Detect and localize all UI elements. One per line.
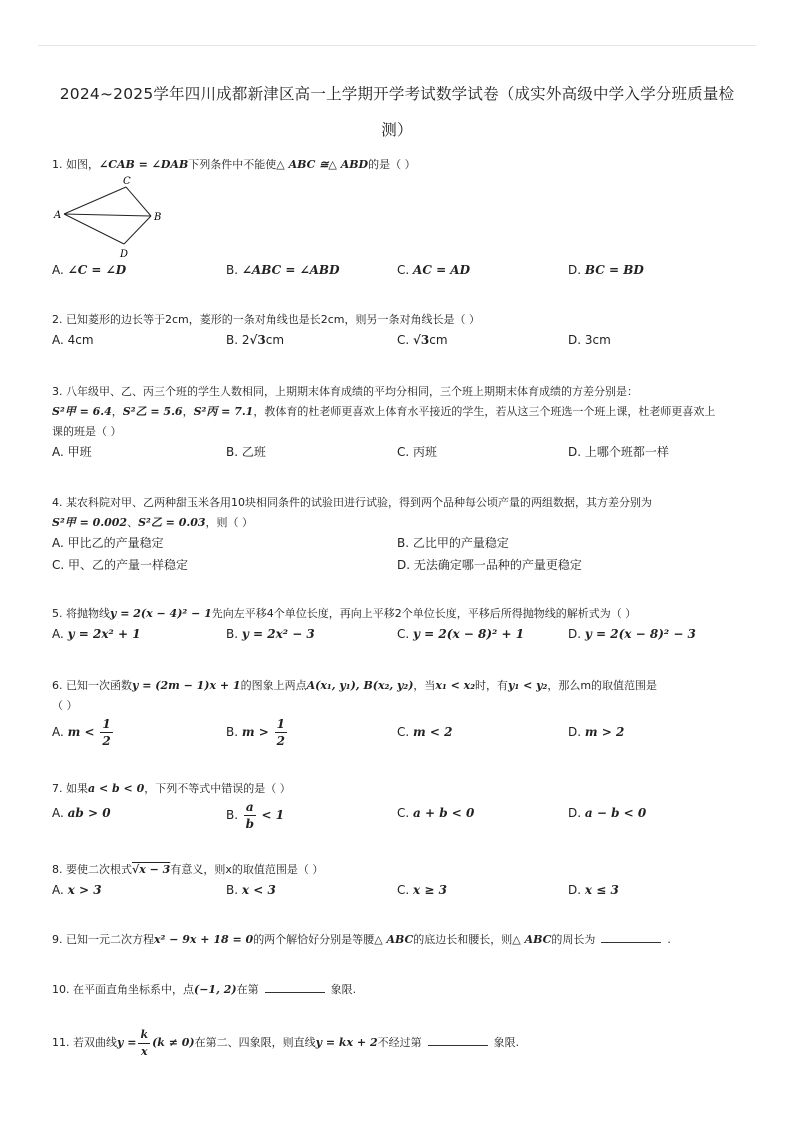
option-math: √3 (249, 333, 266, 347)
triangle-diagram (52, 176, 172, 260)
option-text: x ≤ 3 (584, 883, 619, 897)
label-A: A (54, 210, 62, 221)
q8-math: √x − 3 (132, 863, 171, 876)
q11-stem: 不经过第 (377, 1036, 422, 1049)
q3-variance: S²甲 = 6.4 (52, 405, 112, 418)
q4-option-d[interactable] (397, 555, 582, 575)
q4-stem: 4. 某农科院对甲、乙两种甜玉米各用10块相同条件的试验田进行试验，得到两个品种每公顷产量的两组数据，其方差分别为 (52, 496, 652, 509)
q1-math: ∠CAB = ∠DAB (99, 158, 189, 171)
label-B: B (154, 212, 162, 223)
option-text: x > 3 (67, 883, 102, 897)
option-text: y = 2x² + 1 (67, 627, 141, 641)
fraction-numerator: k (138, 1027, 150, 1044)
q1-option-d[interactable] (568, 260, 644, 280)
fraction (100, 716, 112, 749)
label-D: D (120, 249, 129, 260)
q11-stem: 11. 若双曲线 (52, 1036, 117, 1049)
option-text: ∠C = ∠D (67, 263, 127, 277)
q7-option-a[interactable] (52, 803, 111, 823)
segment-CB (126, 187, 151, 216)
segment-DB (124, 216, 151, 244)
q5-stem: 先向左平移4个单位长度，再向上平移2个单位长度，平移后所得抛物线的解析式为（ ） (211, 607, 637, 620)
option-letter: B. (226, 808, 239, 822)
option-text: x < 3 (241, 883, 276, 897)
option-letter: C. (397, 725, 410, 739)
option-text: 4cm (67, 333, 94, 347)
q4-option-a[interactable] (52, 533, 164, 553)
option-math: √3 (413, 333, 430, 347)
segment-AD (64, 214, 124, 244)
q8-option-b[interactable] (226, 880, 276, 900)
q6-option-c[interactable] (397, 722, 453, 742)
option-letter: C. (397, 263, 410, 277)
q5-stem: 5. 将抛物线 (52, 607, 110, 620)
q2-option-c[interactable] (397, 330, 448, 350)
q2-option-d[interactable] (568, 330, 611, 350)
q3-stem: 3. 八年级甲、乙、丙三个班的学生人数相同，上期期末体育成绩的平均分相同，三个班上期期末体育成绩的方差分别是： (52, 385, 638, 398)
option-letter: B. (226, 883, 239, 897)
option-text: x ≥ 3 (413, 883, 447, 897)
fraction-numerator: 1 (102, 717, 111, 731)
question-1 (52, 155, 752, 175)
option-text: 甲比乙的产量稳定 (67, 536, 164, 550)
q9-stem: 的两个解恰好分别是等腰 (253, 933, 375, 946)
option-math: m < (67, 725, 95, 739)
option-letter: D. (568, 445, 582, 459)
fraction-denominator: b (245, 817, 254, 831)
fraction (138, 1027, 150, 1060)
fraction (244, 799, 256, 832)
option-letter: A. (52, 333, 64, 347)
q9-math: △ ABC (374, 933, 414, 946)
option-letter: C. (52, 558, 65, 572)
question-8 (52, 860, 752, 902)
q9-math: △ ABC (512, 933, 552, 946)
option-math: < 1 (261, 808, 285, 822)
q10-math: (−1, 2) (194, 983, 237, 996)
option-text: ∠ABC = ∠ABD (241, 263, 340, 277)
option-letter: B. (226, 445, 239, 459)
q4-option-c[interactable] (52, 555, 188, 575)
q5-option-c[interactable] (397, 624, 524, 644)
q2-option-b[interactable] (226, 330, 284, 350)
option-letter: C. (397, 806, 410, 820)
q9-stem: . (667, 933, 671, 946)
segment-AC (64, 187, 126, 214)
option-letter: D. (397, 558, 411, 572)
answer-blank[interactable] (601, 930, 661, 943)
q3-option-d[interactable] (568, 442, 669, 462)
q9-math: x² − 9x + 18 = 0 (154, 933, 254, 946)
option-letter: C. (397, 627, 410, 641)
option-text: a + b < 0 (413, 806, 475, 820)
q6-option-b[interactable] (226, 716, 289, 749)
q6-math: A(x₁, y₁), B(x₂, y₂) (306, 679, 414, 692)
option-text: 上哪个班都一样 (584, 445, 669, 459)
title-line-2: 测） (381, 121, 413, 139)
option-text: 乙比甲的产量稳定 (412, 536, 509, 550)
q1-option-b[interactable] (226, 260, 339, 280)
q5-math: y = 2(x − 4)² − 1 (110, 607, 212, 620)
q1-stem-part: 的是（ ） (368, 158, 416, 171)
q7-stem: ，下列不等式中错误的是（ ） (144, 782, 291, 795)
question-3: 3. 八年级甲、乙、丙三个班的学生人数相同，上期期末体育成绩的平均分相同，三个班上期期末体育成绩的方差分别是： S²甲 = 6.4，S²乙 = 5.6，S²丙 = 7.1，教体育的杜老师更喜欢上体育水平接近的学生，若从这三个班选一个班上课，杜老师更喜欢上 课的班是（ ） A. 甲班 B. 乙班 C. 丙班 D. 上哪个班都一样 (52, 382, 752, 464)
option-letter: B. (226, 333, 239, 347)
q3-variance: S²乙 = 5.6 (122, 405, 183, 418)
option-letter: C. (397, 333, 410, 347)
question-5 (52, 604, 752, 646)
option-text: cm (429, 333, 448, 347)
q8-option-a[interactable] (52, 880, 102, 900)
option-letter: D. (568, 725, 582, 739)
q7-stem: 7. 如果 (52, 782, 88, 795)
q4-variance: S²甲 = 0.002 (52, 516, 128, 529)
title-line-1: 2024~2025学年四川成都新津区高一上学期开学考试数学试卷（成实外高级中学入学分班质量检 (59, 85, 735, 103)
q10-stem: 象限. (330, 983, 357, 996)
q4-option-b[interactable] (397, 533, 509, 553)
q4-stem: ，则（ ） (205, 516, 254, 529)
option-letter: B. (397, 536, 410, 550)
option-letter: A. (52, 725, 64, 739)
q6-stem: ，当 (413, 679, 436, 692)
question-2 (52, 310, 752, 352)
page-title (40, 76, 754, 148)
q11-math: y = kx + 2 (315, 1036, 378, 1049)
q11-math: (k ≠ 0) (152, 1036, 195, 1049)
q11-stem: 象限. (493, 1036, 520, 1049)
option-text: a − b < 0 (584, 806, 647, 820)
option-letter: B. (226, 627, 239, 641)
q7-option-c[interactable] (397, 803, 474, 823)
option-text: AC = AD (413, 263, 471, 277)
q4-variance: S²乙 = 0.03 (138, 516, 206, 529)
answer-blank[interactable] (428, 1033, 488, 1046)
question-6 (52, 676, 752, 760)
q3-option-b[interactable] (226, 442, 266, 462)
q7-option-b[interactable] (226, 799, 284, 832)
option-text: m < 2 (413, 725, 453, 739)
q10-stem: 10. 在平面直角坐标系中，点 (52, 983, 194, 996)
option-letter: C. (397, 445, 410, 459)
q3-stem: 课的班是（ ） (52, 425, 122, 438)
q9-stem: 的底边长和腰长，则 (413, 933, 513, 946)
top-divider (38, 45, 756, 46)
option-text: 乙班 (241, 445, 266, 459)
q6-option-a[interactable] (52, 716, 115, 749)
option-text: y = 2(x − 8)² + 1 (413, 627, 525, 641)
q1-option-a[interactable] (52, 260, 126, 280)
q6-stem: 时，有 (475, 679, 509, 692)
q1-options (52, 260, 752, 282)
q3-option-c[interactable] (397, 442, 437, 462)
q2-option-a[interactable] (52, 330, 94, 350)
option-letter: B. (226, 263, 239, 277)
option-letter: A. (52, 627, 64, 641)
label-C: C (123, 176, 131, 187)
q3-variance: S²丙 = 7.1 (193, 405, 254, 418)
q6-stem: ，那么m的取值范围是 (547, 679, 658, 692)
q8-stem: 有意义，则x的取值范围是（ ） (170, 863, 324, 876)
q1-option-c[interactable] (397, 260, 470, 280)
option-text: 2 (241, 333, 250, 347)
option-text: 无法确定哪一品种的产量更稳定 (413, 558, 582, 572)
option-text: BC = BD (584, 263, 644, 277)
fraction-denominator: x (140, 1044, 148, 1058)
option-letter: D. (568, 883, 582, 897)
q9-stem: 的周长为 (551, 933, 596, 946)
answer-blank[interactable] (265, 980, 325, 993)
q6-stem: 的图象上两点 (240, 679, 307, 692)
fraction-denominator: 2 (276, 734, 285, 748)
question-10 (52, 980, 752, 1000)
q5-option-d[interactable] (568, 624, 696, 644)
option-text: 丙班 (413, 445, 438, 459)
q2-stem: 2. 已知菱形的边长等于2cm，菱形的一条对角线也是长2cm，则另一条对角线长是（ ） (52, 313, 481, 326)
q8-stem: 8. 要使二次根式 (52, 863, 132, 876)
q1-stem-part: 1. 如图， (52, 158, 99, 171)
q5-option-a[interactable] (52, 624, 141, 644)
option-letter: C. (397, 883, 410, 897)
option-text: cm (265, 333, 285, 347)
q11-math: y = (117, 1036, 137, 1049)
option-letter: A. (52, 263, 64, 277)
q9-stem: 9. 已知一元二次方程 (52, 933, 154, 946)
q10-stem: 在第 (236, 983, 259, 996)
option-text: 甲、乙的产量一样稳定 (68, 558, 189, 572)
q6-math: x₁ < x₂ (435, 679, 476, 692)
fraction (275, 716, 287, 749)
q1-stem-part: 下列条件中不能使 (188, 158, 277, 171)
option-text: y = 2(x − 8)² − 3 (584, 627, 696, 641)
question-7 (52, 779, 752, 843)
q6-math: y = (2m − 1)x + 1 (132, 679, 241, 692)
option-letter: A. (52, 883, 64, 897)
q5-option-b[interactable] (226, 624, 315, 644)
q1-math: △ ABC ≅△ ABD (276, 158, 369, 171)
option-letter: A. (52, 806, 64, 820)
question-4: 4. 某农科院对甲、乙两种甜玉米各用10块相同条件的试验田进行试验，得到两个品种每公顷产量的两组数据，其方差分别为 S²甲 = 0.002、S²乙 = 0.03，则（ ） A. 甲比乙的产量稳定 B. 乙比甲的产量稳定 C. 甲、乙的产量一样稳定 D. 无法确定哪一品种的产量更稳定 (52, 493, 752, 577)
question-11 (52, 1026, 752, 1060)
q6-math: y₁ < y₂ (508, 679, 548, 692)
fraction-numerator: a (245, 800, 254, 814)
option-letter: D. (568, 333, 582, 347)
q11-stem: 在第二、四象限，则直线 (194, 1036, 316, 1049)
option-letter: B. (226, 725, 239, 739)
q6-option-d[interactable] (568, 722, 624, 742)
q6-stem: （ ） (52, 699, 78, 712)
option-letter: A. (52, 445, 64, 459)
q3-option-a[interactable] (52, 442, 92, 462)
q8-option-c[interactable] (397, 880, 447, 900)
option-letter: A. (52, 536, 64, 550)
option-letter: D. (568, 806, 582, 820)
option-text: 甲班 (67, 445, 92, 459)
option-math: m > (241, 725, 269, 739)
fraction-denominator: 2 (102, 734, 111, 748)
q7-math: a < b < 0 (88, 782, 145, 795)
q6-stem: 6. 已知一次函数 (52, 679, 132, 692)
option-text: y = 2x² − 3 (241, 627, 315, 641)
q7-option-d[interactable] (568, 803, 646, 823)
question-9 (52, 930, 752, 950)
option-text: 3cm (584, 333, 611, 347)
option-text: ab > 0 (67, 806, 111, 820)
fraction-numerator: 1 (276, 717, 285, 731)
segment-AB (64, 214, 151, 216)
option-text: m > 2 (584, 725, 625, 739)
option-letter: D. (568, 263, 582, 277)
option-letter: D. (568, 627, 582, 641)
q3-stem: ，教体育的杜老师更喜欢上体育水平接近的学生，若从这三个班选一个班上课，杜老师更喜欢上 (253, 405, 716, 418)
q8-option-d[interactable] (568, 880, 619, 900)
